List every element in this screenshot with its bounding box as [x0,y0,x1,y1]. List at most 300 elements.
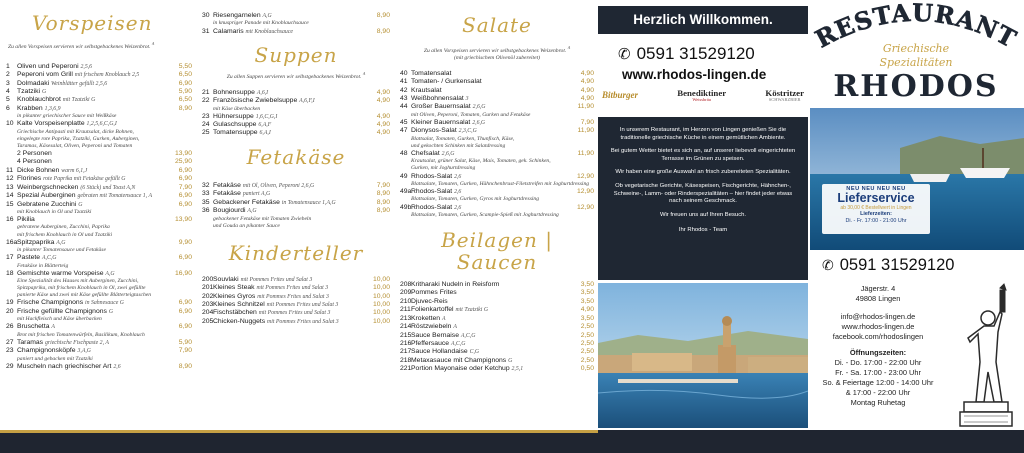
brand-logo-koestritzer: Köstritzer SCHWARZBIER [765,88,804,102]
menu-item-name-wrap [17,308,164,316]
menu-item-name: Djuvec-Reis [411,297,448,305]
section-title-vorspeisen: Vorspeisen [32,11,153,35]
menu-item [6,270,192,278]
menu-item-price: 2,50 [580,323,594,331]
menu-item-description: mit Hackfleisch und Käse überbacken [17,316,102,323]
boat-harbour-photo [810,108,1024,250]
menu-item-description: in pikanter griechischer Sauce mit Weißkäse [17,113,117,120]
menu-item [202,207,390,215]
column-welcome [598,0,808,430]
menu-item-number: 23 [202,112,210,120]
menu-item-number: 49b [400,203,412,211]
menu-item-name: Fetakäse [213,181,241,189]
menu-item-name: Dionysos-Salat [411,127,457,135]
menu-item-detail: 1,3,6,9 [44,105,61,112]
menu-item-price: 8,90 [178,362,192,370]
menu-item-name: Kroketten [411,314,441,322]
menu-item-number: 40 [400,69,408,77]
badge-hours: Di. - Fr. 17:00 - 21:00 Uhr [845,218,907,224]
menu-item [6,308,192,316]
menu-item-number: 43 [400,95,408,103]
menu-item-price: 4,90 [376,112,390,120]
menu-item-number: 47 [400,127,408,135]
menu-item-price: 25,90 [174,158,192,166]
restaurant-logo [808,0,1024,108]
menu-item-number: 32 [202,181,210,189]
menu-item [400,357,594,365]
menu-item-description: Taramas, Käsesalat, Oliven, Peperoni und Tomaten [17,142,133,149]
menu-item-price: 9,90 [178,238,192,246]
section-title-suppen: Suppen [254,42,338,67]
vorspeisen-list [6,63,192,371]
menu-item-name: Hühnersuppe [213,112,254,120]
menu-item-detail: 6,A,F [258,122,272,129]
menu-item-name: Knoblauchbrot [17,96,61,104]
menu-item-name: Pommes Frites [411,289,457,297]
menu-item-price: 7,90 [580,118,594,126]
menu-item-detail: 2,6 [454,204,462,211]
menu-item-name-wrap [411,70,566,78]
menu-item-name: Bruschetta [17,323,50,331]
menu-item [400,306,594,314]
menu-item-name: Gemischte warme Vorspeise [17,269,104,277]
menu-item-name: Kleiner Bauernsalat [411,118,471,126]
menu-item-name: Spezial Auberginen [17,192,76,200]
menu-item-detail: mit Tzatziki G [62,97,96,104]
menu-item-number: 214 [400,323,412,331]
menu-item-number: 17 [6,254,14,262]
menu-item-name-wrap [411,103,566,111]
menu-item [202,318,390,326]
menu-item-name-wrap [213,199,362,207]
suppen-list [202,89,390,138]
menu-item-number: 18 [6,269,14,277]
menu-item-price: 4,90 [580,69,594,77]
badge-new-label: NEU NEU NEU NEU [846,186,906,192]
menu-item-number: 200 [202,275,214,283]
menu-item-number: 26 [6,323,14,331]
menu-item-detail: griechische Fischpaste 2, A [44,339,109,346]
menu-item-name-wrap [17,120,164,128]
logo-text-restaurant: RESTAURANT [810,0,1022,54]
menu-item-name: Sauce Hollandaise [411,348,468,356]
menu-item [400,173,594,181]
footer-strip [0,430,1024,453]
menu-item-number: 15 [6,200,14,208]
menu-item-detail: G [41,89,47,96]
menu-item [6,150,192,158]
badge-title: Lieferservice [837,191,915,205]
menu-item-description: Blattsalate, Tomaten, Gurken, Scampie-Spieß mit Joghurtdressing [411,211,559,218]
email-link[interactable]: info@rhodos-lingen.de [840,312,916,321]
intro-signature: Ihr Rhodos - Team [678,227,728,234]
brand-logo-benediktiner: Benediktiner Weissbräu [677,88,727,102]
menu-item-detail: A,C,G [450,340,466,347]
menu-item-price: 12,90 [576,172,594,180]
menu-item-price: 6,90 [178,307,192,315]
section-subtitle-suppen: Zu allen Suppen servieren wir selbstgebackenes Weizenbrot. $^A$ [226,70,366,80]
menu-item-name: Oliven und Peperoni [17,62,79,70]
menu-item-name-wrap [17,175,164,183]
badge-hours-label: Lieferzeiten: [860,211,892,217]
menu-item-number: 208 [400,281,412,289]
section-subtitle-vorspeisen: Zu allen Vorspeisen servieren wir selbstgebackenes Weizenbrot. $^A$ [8,41,155,50]
phone-icon: ✆ [618,46,631,63]
menu-item-number: 16 [6,216,14,224]
menu-item [6,239,192,247]
menu-item [6,96,192,104]
menu-item-number: 202 [202,292,214,300]
menu-item-price: 10,00 [372,275,390,283]
menu-item-name: Weißbohnensalat [411,95,464,103]
intro-paragraph: Wir freuen uns auf Ihren Besuch. [659,211,747,218]
menu-item-detail: mit Pommes Frites und Salat 3 [256,285,329,292]
menu-item-description: in knuspriger Panade mit Knoblauchsauce [213,20,309,27]
menu-item-name-wrap [213,97,362,105]
menu-item-price: 16,90 [174,269,192,277]
menu-item-number: 2 [6,71,10,79]
menu-item-number: 41 [400,78,408,86]
menu-item-name: Frische gefüllte Champignons [17,307,107,315]
address-city: 49808 Lingen [855,294,901,303]
menu-item [400,348,594,356]
menu-item [202,190,390,198]
menu-item-detail: mit Pommes Frites und Salat 3 [240,276,313,283]
menu-item [400,289,594,297]
phone-number-top[interactable]: ✆ 0591 31529120 [618,44,755,63]
menu-item-number: 45 [400,118,408,126]
menu-item-name-wrap [213,190,362,198]
menu-item-name: Kleines Steak [213,284,255,292]
menu-item-number: 217 [400,348,412,356]
menu-item-name-wrap [17,184,164,192]
menu-item-name-wrap [411,298,566,306]
menu-item-name-wrap [17,80,164,88]
menu-item-price: 8,90 [376,190,390,198]
menu-item-name: Calamaris [213,27,244,35]
menu-item-name-wrap [213,121,362,129]
menu-item-price: 4,90 [580,306,594,314]
menu-item-name-wrap [213,129,362,137]
menu-item-detail: mit Pommes Frites und Salat 3 [258,310,331,317]
menu-item-price: 5,50 [178,62,192,70]
menu-item-price: 10,00 [372,300,390,308]
opening-hours-line: Fr. - Sa. 17:00 - 23:00 Uhr [835,368,921,377]
menu-item [6,201,192,209]
menu-item-name-wrap [213,301,362,309]
menu-item-name: Pikilia [17,216,35,224]
menu-item-description: gebackener Fetakäse mit Tomaten Zwiebeln [213,215,312,222]
menu-item-detail: A,C,G [41,255,57,262]
menu-item-detail: Weinblätter gefüllt 2,5,6 [51,80,108,87]
menu-item-detail: A,6,F,I [299,98,315,105]
menu-item-name-wrap [213,309,362,317]
menu-item-name: Spitzpaprika [17,238,55,246]
menu-item [202,182,390,190]
menu-item-number: 31 [202,27,210,35]
menu-item [6,254,192,262]
menu-item-price: 10,00 [372,292,390,300]
menu-item-name-wrap [411,281,566,289]
beer-brands [602,88,804,102]
website-link[interactable]: www.rhodos-lingen.de [622,67,767,82]
menu-item-number: 29 [6,362,14,370]
menu-item-number: 3 [6,79,10,87]
menu-item-detail: A,G [247,208,257,215]
menu-item-name-wrap [411,188,566,196]
menu-item-number: 22 [202,97,210,105]
colossus-statue-illustration [950,282,1022,428]
section-title-fetakaese: Fetakäse [246,144,346,169]
menu-item-name-wrap [17,323,164,331]
menu-item-description: Gurken, mit Joghurtdressing [411,165,476,172]
menu-item-name: Gebackener Fetakäse [213,198,280,206]
menu-item-price: 6,90 [178,175,192,183]
menu-item-name-wrap [17,216,164,224]
menu-item-description: und Gouda an pikanter Sauce [213,222,280,229]
column-vorspeisen [0,0,196,430]
menu-item-price: 11,90 [577,103,594,111]
menu-item-description: gebratene Auberginen, Zucchini, Paprika [17,224,110,231]
menu-item-name-wrap [17,347,164,355]
menu-item-detail: G [508,357,513,364]
logo-tagline1: Griechische [882,42,950,55]
brand-logo-bitburger: Bitburger [602,90,639,100]
section-title-beilagen: Beilagen | Saucen [441,228,553,275]
menu-item-price: 6,90 [178,200,192,208]
logo-tagline2: Spezialitäten [879,56,953,69]
menu-item-name-wrap [411,306,566,314]
menu-item-detail: (6 Stück) und Toast A,N [80,184,136,191]
delivery-service-badge [822,184,930,234]
menu-item-description: mit Knoblauch in Öl und Tzatziki [17,208,92,215]
menu-item-detail: warm 6,1,J [61,167,88,174]
menu-item-description: Krautsalat, grüner Salat, Käse, Mais, Tomaten, gek. Schinken, [411,158,551,165]
menu-item-name: Französische Zwiebelsuppe [213,97,298,105]
intro-paragraph: Bei gutem Wetter bietet es sich an, auf unserer liebevoll eingerichteten Terrasse im Grünen zu speisen. [610,148,796,162]
menu-item [400,95,594,103]
menu-item-name: Rhodos-Salat [411,203,453,211]
menu-item-name-wrap [17,158,164,166]
menu-item [6,120,192,128]
menu-item-number: 25 [202,129,210,137]
menu-item-detail: 2,5,1 [511,366,524,373]
menu-item [400,78,594,86]
menu-item-name-wrap [411,348,566,356]
menu-item-name-wrap [213,28,362,36]
menu-item-name: Gulaschsuppe [213,121,257,129]
menu-item [400,103,594,111]
menu-item-detail: mit Tzatziki G [455,307,488,314]
menu-item [400,150,594,158]
menu-item-name-wrap [411,150,566,158]
menu-item-number: 10 [6,120,14,128]
opening-hours-line: & 17:00 - 22:00 Uhr [845,388,911,397]
menu-item-price: 10,00 [372,309,390,317]
menu-item-number: 23 [6,347,14,355]
menu-item-price: 4,90 [580,78,594,86]
menu-item-detail: in Tomatensauce 1,A,G [281,199,336,206]
menu-item-description: Griechische Antipasti mit Krautsalat, dicke Bohnen, [17,128,134,135]
menu-item-price: 5,90 [178,338,192,346]
column-suppen-feta-kinder [198,0,394,430]
menu-item [6,80,192,88]
menu-item-name: Taramas [17,338,44,346]
menu-item-description: Blattsalate, Tomaten, Gurken, Hähnchenbrust-Filetstreifen mit Joghurtdressing [411,180,590,187]
website-link-bottom[interactable]: www.rhodos-lingen.de [841,322,915,331]
menu-item-price: 4,90 [376,129,390,137]
menu-item-price: 6,90 [178,323,192,331]
menu-item-name: Chefsalat [411,149,440,157]
menu-item-price: 6,90 [178,79,192,87]
menu-item-name: Kleines Gyros [213,292,256,300]
menu-item [400,332,594,340]
menu-item-price: 2,50 [580,331,594,339]
menu-item [202,276,390,284]
menu-item-description: Blattsalat, Tomaten, Gurken, Thunfisch, Käse, [411,135,515,142]
menu-item-name: Chicken-Nuggets [213,317,266,325]
menu-item-detail: 1,6,C,G,I [255,113,278,120]
menu-item-number: 4 [6,88,10,96]
menu-item-name-wrap [17,150,164,158]
menu-item-price: 6,90 [178,166,192,174]
menu-item-detail: 2,6 [454,189,462,196]
menu-item-name-wrap [17,239,164,247]
menu-item-number: 35 [202,198,210,206]
menu-item-price: 7,90 [376,181,390,189]
menu-item-name: Souvlaki [213,275,239,283]
menu-item-number: 24 [202,121,210,129]
menu-item-detail: 1,2,5,6,C,G,I [86,121,117,128]
column-brand [808,0,1024,430]
menu-item-detail: mit Öl, Oliven, Peperoni 2,6,G [242,182,315,189]
menu-item [400,281,594,289]
menu-item-description: panierte Käse und zwei mit Käse gefüllte Blätterteigtaschen [17,292,152,299]
menu-item-description: Fetakäse in Blätterteig [17,262,69,269]
phone-icon: ✆ [822,257,834,273]
menu-item-price: 4,90 [580,86,594,94]
menu-item [202,284,390,292]
menu-item-name-wrap [411,289,566,297]
menu-item-number: 5 [6,96,10,104]
menu-item-name: Gebratene Zucchini [17,200,77,208]
menu-item-detail: 2,6 [454,173,462,180]
opening-hours-line: So. & Feiertage 12:00 - 14:00 Uhr [822,378,934,387]
menu-item-description: mit Oliven, Peperoni, Tomaten, Gurken und Fetakäse [411,111,531,118]
menu-item-name-wrap [17,96,164,104]
menu-item-number: 204 [202,309,214,317]
menu-item-name: Dicke Bohnen [17,166,60,174]
menu-item-name: Tomatensalat [411,69,452,77]
menu-item-detail: 2,6,G [472,119,486,126]
menu-item-price: 2,50 [580,348,594,356]
menu-item [202,293,390,301]
menu-item-detail: G [78,201,83,208]
menu-item-price: 7,90 [178,347,192,355]
menu-item-number: 48 [400,149,408,157]
menu-item [400,315,594,323]
menu-item-name-wrap [17,270,164,278]
menu-item-price: 2,50 [580,356,594,364]
phone-number-bottom[interactable]: ✆ 0591 31529120 [822,256,955,274]
menu-item-name-wrap [213,293,362,301]
menu-item-detail: rote Paprika mit Fetakäse gefüllt G [43,176,126,183]
menu-item-price: 5,90 [178,88,192,96]
menu-item-price: 11,90 [577,149,594,157]
menu-item-name: Florines [17,175,42,183]
menu-item-number: 218 [400,356,412,364]
menu-item-detail: paniert A,G [242,191,271,198]
menu-item-name-wrap [411,87,566,95]
menu-item [6,167,192,175]
menu-item-number: 49a [400,188,412,196]
menu-item [400,127,594,135]
menu-item-name-wrap [17,88,164,96]
menu-item-name-wrap [213,113,362,121]
menu-item-price: 3,50 [580,297,594,305]
intro-paragraph: Wir haben eine große Auswahl an frisch zubereiteten Spezialitäten. [615,169,791,176]
section-title-salate: Salate [462,13,532,37]
badge-minimum-order: ab 30,00 € Bestellwert in Lingen [840,205,912,211]
menu-item-description: Eine Spezialität des Hauses mit Auberginen, Zucchini, [17,278,139,285]
menu-item [202,121,390,129]
menu-item-price: 8,90 [376,27,390,35]
menu-item-number: 21 [202,88,210,96]
menu-item-detail: mit Pommes Frites und Salat 3 [267,318,339,325]
menu-item [400,365,594,373]
salate-list [400,70,594,219]
menu-item-number: 211 [400,306,411,314]
menu-item-detail: 3 [465,96,469,103]
beilagen-list [400,281,594,373]
menu-item-name-wrap [213,276,362,284]
contact-block [808,284,948,408]
menu-item [400,323,594,331]
menu-item-detail: 3,A,G [77,348,91,355]
intro-paragraph: Ob vegetarische Gerichte, Käsespeisen, Fischgerichte, Hähnchen-, Schweine-, Lamm- oder Rinderspezialitäten – hier findet jeder etwas nach seinem Geschmack. [613,182,793,205]
menu-item-detail: 2,3,C,G [458,128,477,135]
menu-item [6,71,192,79]
menu-item [6,88,192,96]
section-subtitle2-salate: (mit griechischem Olivenöl zubereitet) [453,54,540,61]
column-salate-beilagen [396,0,598,430]
menu-item-number: 216 [400,339,412,347]
menu-item-number: 33 [202,190,210,198]
menu-item-number: 27 [6,338,14,346]
menu-item-detail: 2,6 [113,363,121,370]
menu-item [6,158,192,166]
menu-item [6,216,192,224]
menu-item-name: Dolmadaki [17,79,50,87]
menu-item-price: 8,90 [376,12,390,19]
menu-item-price: 3,50 [580,281,594,289]
facebook-link[interactable]: facebook.com/rhodoslingen [832,332,924,341]
menu-item-number: 20 [6,307,14,315]
menu-item [202,129,390,137]
menu-item [6,347,192,355]
menu-item-number: 203 [202,300,214,308]
menu-item-price: 3,50 [580,289,594,297]
menu-item-name: 4 Personen [17,158,52,166]
welcome-banner: Herzlich Willkommen. [598,6,808,34]
menu-item-name: Peperoni vom Grill [17,71,73,79]
menu-item-number: 16a [6,238,18,246]
fetakaese-list [202,182,390,230]
menu-item-detail: A,C,G [460,332,476,339]
menu-item-detail: A [441,315,446,322]
menu-item-price: 4,90 [580,95,594,103]
menu-item-name: Champignonsköpfe [17,347,76,355]
